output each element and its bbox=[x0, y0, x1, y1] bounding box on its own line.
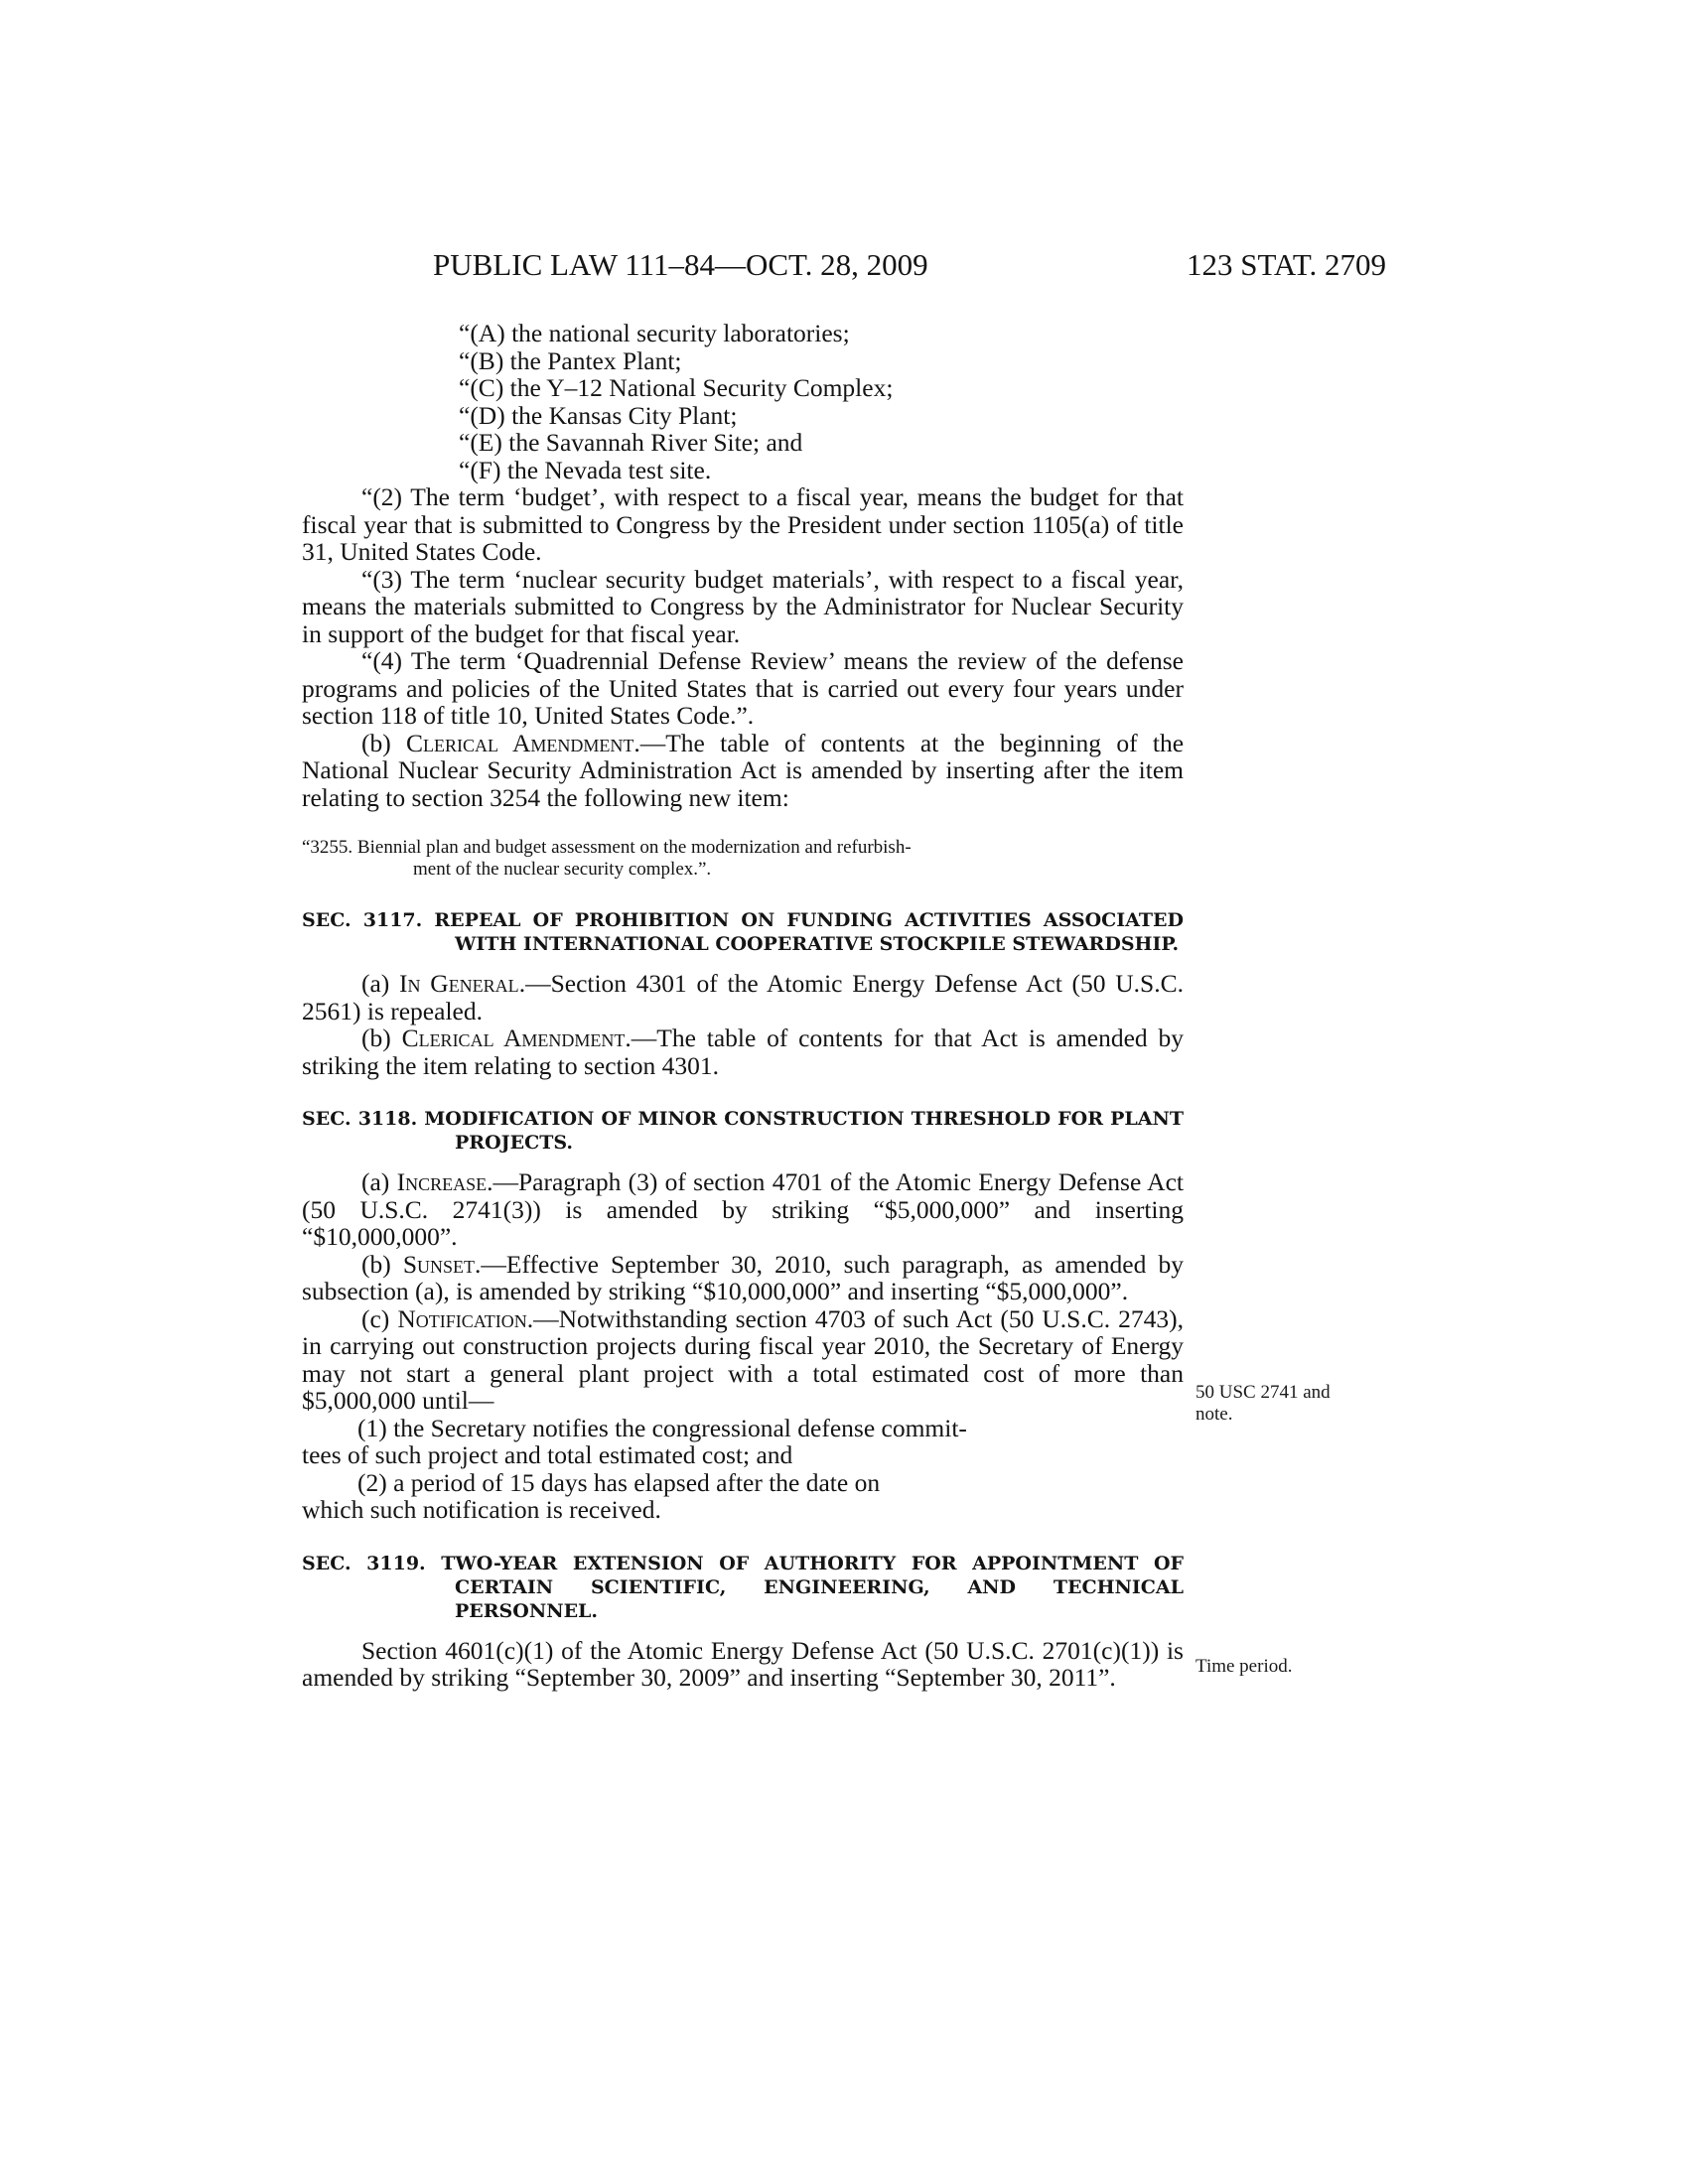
sec3118-paragraph-1: (1) the Secretary notifies the congressional defense commit- bbox=[357, 1413, 967, 1442]
section-heading-3117: SEC. 3117. REPEAL OF PROHIBITION ON FUNDING ACTIVITIES ASSOCIATED WITH INTERNATIONAL COOPERATIVE STOCKPILE STEWARDSHIP. bbox=[302, 909, 1184, 955]
list-item: “(A) the national security laboratories; bbox=[459, 319, 850, 347]
subsection-text: .—Section 4301 of the Atomic Energy Defense Act (50 U.S.C. 2561) is repealed. bbox=[302, 969, 1184, 1025]
sec3117-subsection-b bbox=[302, 1024, 1184, 1079]
subsection-label: (a) bbox=[361, 1167, 397, 1196]
margin-note-line: note. bbox=[1196, 1404, 1233, 1425]
sec3118-paragraph-2: (2) a period of 15 days has elapsed after the date on bbox=[357, 1467, 881, 1497]
header-page-number: 123 STAT. 2709 bbox=[1186, 247, 1386, 282]
subsection-label: (b) bbox=[361, 1024, 402, 1052]
subsection-caption: Notification bbox=[397, 1303, 527, 1333]
toc-item-continuation: ment of the nuclear security complex.”. bbox=[413, 859, 712, 880]
page-header bbox=[433, 240, 1386, 290]
subsection-text: .—Effective September 30, 2010, such paragraph, as amended by subsection (a), is amended by striking “$10,000,000” and inserting “$5,000,000”. bbox=[302, 1249, 1184, 1305]
subsection-caption: Clerical Amendment bbox=[406, 728, 634, 757]
subsection-label: (c) bbox=[361, 1303, 398, 1333]
sec3119-text: Section 4601(c)(1) of the Atomic Energy Defense Act (50 U.S.C. 2701(c)(1)) is amended by striking “September 30, 2009” and inserting “September 30, 2011”. bbox=[302, 1635, 1184, 1692]
subsection-label: (b) bbox=[361, 1249, 403, 1279]
sec3118-paragraph-1-continuation: tees of such project and total estimated cost; and bbox=[302, 1440, 793, 1469]
sec3118-subsection-c bbox=[302, 1305, 1184, 1415]
list-item: “(C) the Y–12 National Security Complex; bbox=[459, 373, 894, 402]
section-heading-3118: SEC. 3118. MODIFICATION OF MINOR CONSTRUCTION THRESHOLD FOR PLANT PROJECTS. bbox=[302, 1108, 1184, 1154]
section-heading-3119: SEC. 3119. TWO-YEAR EXTENSION OF AUTHORITY FOR APPOINTMENT OF CERTAIN SCIENTIFIC, ENGINEERING, AND TECHNICAL PERSONNEL. bbox=[302, 1552, 1184, 1622]
subsection-text: .—Notwithstanding section 4703 of such Act (50 U.S.C. 2743), in carrying out construction projects during fiscal year 2010, the Secretary of Energy may not start a general plant project with a total estimated cost of more than $5,000,000 until— bbox=[302, 1303, 1184, 1415]
margin-note-line: 50 USC 2741 and bbox=[1196, 1382, 1331, 1403]
subsection-caption: Increase bbox=[396, 1167, 488, 1196]
toc-item-line: “3255. Biennial plan and budget assessment on the modernization and refurbish- bbox=[302, 837, 912, 858]
sec3117-subsection-a bbox=[302, 970, 1184, 1024]
margin-note-time-period: Time period. bbox=[1196, 1656, 1293, 1677]
sec3118-subsection-a bbox=[302, 1168, 1184, 1251]
margin-note-usc bbox=[1196, 1382, 1331, 1426]
sec3118-paragraph-2-continuation: which such notification is received. bbox=[302, 1495, 661, 1524]
subsection-text: .—Paragraph (3) of section 4701 of the Atomic Energy Defense Act (50 U.S.C. 2741(3)) is amended by striking “$5,000,000” and inserting “$10,000,000”. bbox=[302, 1167, 1184, 1251]
facility-list bbox=[459, 320, 1184, 483]
definition-budget-materials: “(3) The term ‘nuclear security budget materials’, with respect to a fiscal year, means the materials submitted to Congress by the Administrator for Nuclear Security in support of the budget for that fiscal year. bbox=[302, 564, 1184, 648]
subsection-label: (b) bbox=[361, 728, 407, 757]
subsection-text: .—The table of contents for that Act is amended by striking the item relating to section 4301. bbox=[302, 1024, 1185, 1080]
list-item: “(D) the Kansas City Plant; bbox=[459, 400, 738, 430]
body-column bbox=[302, 320, 1184, 1692]
clerical-amendment-paragraph bbox=[302, 730, 1184, 812]
list-item: “(F) the Nevada test site. bbox=[459, 455, 712, 484]
list-item: “(E) the Savannah River Site; and bbox=[459, 428, 803, 457]
header-title: PUBLIC LAW 111–84—OCT. 28, 2009 bbox=[433, 247, 928, 282]
toc-item bbox=[302, 837, 1184, 881]
subsection-text: .—The table of contents at the beginning of the National Nuclear Security Administration Act is amended by inserting after the item relating to section 3254 the following new item: bbox=[302, 728, 1185, 812]
definition-quadrennial-review: “(4) The term ‘Quadrennial Defense Review’ means the review of the defense programs and policies of the United States that is carried out every four years under section 118 of title 10, United States Code.”. bbox=[302, 646, 1184, 730]
list-item: “(B) the Pantex Plant; bbox=[459, 345, 682, 375]
definition-budget: “(2) The term ‘budget’, with respect to a fiscal year, means the budget for that fiscal year that is submitted to Congress by the President under section 1105(a) of title 31, United States Code. bbox=[302, 482, 1184, 566]
subsection-label: (a) bbox=[361, 969, 400, 998]
subsection-caption: Clerical Amendment bbox=[401, 1024, 626, 1052]
subsection-caption: Sunset bbox=[402, 1249, 476, 1279]
subsection-caption: In General bbox=[399, 969, 519, 998]
sec3118-subsection-b bbox=[302, 1251, 1184, 1305]
